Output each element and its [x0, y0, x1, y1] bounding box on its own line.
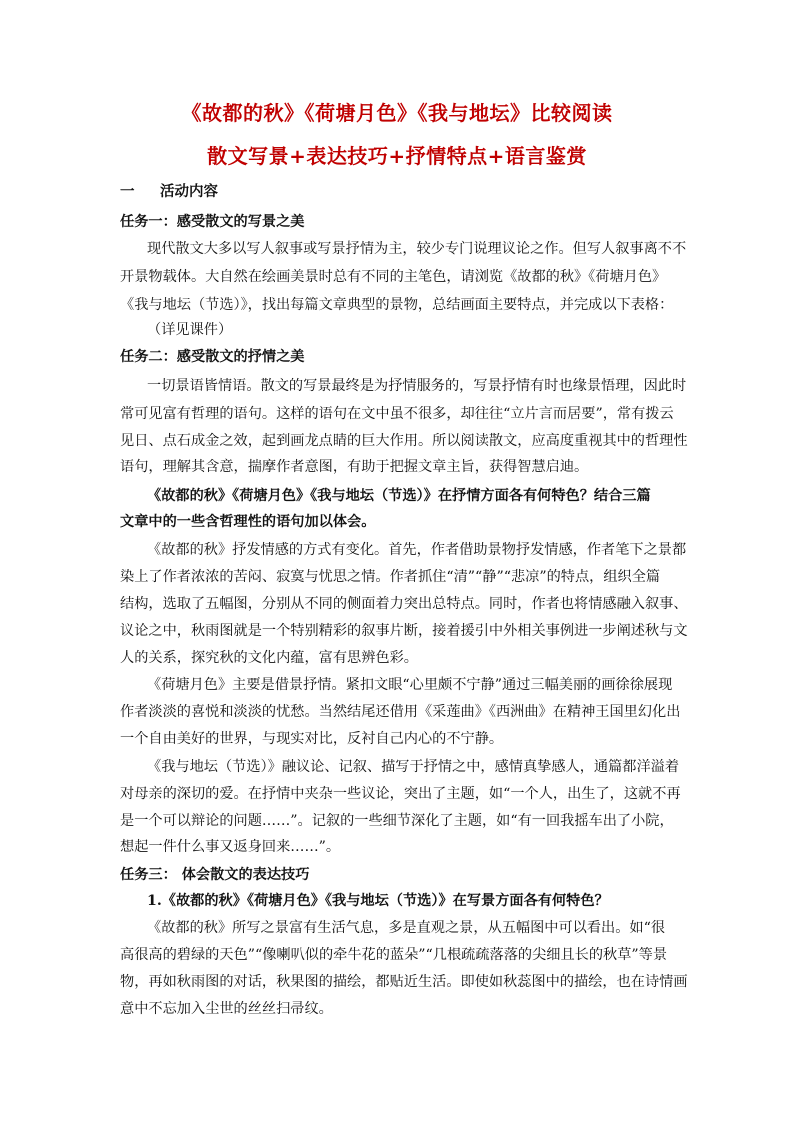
gudu-paragraph-line: 议论之中，秋雨图就是一个特别精彩的叙事片断，接着援引中外相关事例进一步阐述秋与文 — [120, 623, 688, 639]
task2-heading: 任务二：感受散文的抒情之美 — [120, 349, 305, 365]
task2-line: 常可见富有哲理的语句。这样的语句在文中虽不很多，却往往“立片言而居要”，常有拨云 — [120, 406, 674, 422]
task1-line: 《我与地坛（节选）》，找出每篇文章典型的景物，总结画面主要特点，并完成以下表格： — [120, 297, 674, 313]
task3-line: 高很高的碧绿的天色”“像喇叭似的牵牛花的蓝朵”“几根疏疏落落的尖细且长的秋草”等景 — [120, 947, 668, 963]
hetang-paragraph-line: 《荷塘月色》主要是借景抒情。紧扣文眼“心里颇不宁静”通过三幅美丽的画徐徐展现 — [147, 677, 673, 693]
sub-title: 散文写景+表达技巧+抒情特点+语言鉴赏 — [207, 144, 587, 168]
task1-line: 开景物载体。大自然在绘画美景时总有不同的主笔色，请浏览《故都的秋》《荷塘月色》 — [120, 269, 667, 285]
task2-line: 一切景语皆情语。散文的写景最终是为抒情服务的，写景抒情有时也缘景悟理，因此时 — [147, 378, 687, 394]
task2-line: 见日、点石成金之效，起到画龙点睛的巨大作用。所以阅读散文，应高度重视其中的哲理性 — [120, 433, 688, 449]
task3-question: 1.《故都的秋》《荷塘月色》《我与地坛（节选）》在写景方面各有何特色？ — [147, 893, 609, 909]
task1-line: （详见课件） — [147, 322, 233, 338]
gudu-paragraph-line: 染上了作者浓浓的苦闷、寂寞与忧思之情。作者抓住“清”“静”“悲凉”的特点，组织全篇 — [120, 569, 661, 585]
section-number: 一 — [120, 183, 135, 200]
task3-line: 《故都的秋》所写之景富有生活气息，多是直观之景，从五幅图中可以看出。如“很 — [147, 920, 666, 936]
ditan-paragraph-line: 对母亲的深切的爱。在抒情中夹杂一些议论，突出了主题，如“一个人，出生了，这就不再 — [120, 786, 681, 802]
task1-line: 现代散文大多以写人叙事或写景抒情为主，较少专门说理议论之作。但写人叙事离不不 — [147, 241, 687, 257]
main-title: 《故都的秋》《荷塘月色》《我与地坛》比较阅读 — [181, 101, 613, 125]
task3-line: 物，再如秋雨图的对话，秋果图的描绘，都贴近生活。即使如秋蕊图中的描绘，也在诗情画 — [120, 974, 688, 990]
gudu-paragraph-line: 结构，选取了五幅图，分别从不同的侧面着力突出总特点。同时，作者也将情感融入叙事、 — [120, 596, 688, 612]
ditan-paragraph-line: 想起一件什么事又返身回来……”。 — [120, 839, 341, 855]
gudu-paragraph-line: 人的关系，探究秋的文化内蕴，富有思辨色彩。 — [120, 650, 418, 666]
task2-question-line: 《故都的秋》《荷塘月色》《我与地坛（节选）》在抒情方面各有何特色？结合三篇 — [147, 488, 651, 504]
task3-heading: 任务三： 体会散文的表达技巧 — [120, 867, 310, 883]
task2-line: 语句，理解其含意，揣摩作者意图，有助于把握文章主旨，获得智慧启迪。 — [120, 459, 589, 475]
task3-line: 意中不忘加入尘世的丝丝扫帚纹。 — [120, 1001, 333, 1017]
task1-heading: 任务一：感受散文的写景之美 — [120, 214, 305, 230]
section-title: 活动内容 — [160, 183, 218, 200]
ditan-paragraph-line: 《我与地坛（节选）》融议论、记叙、描写于抒情之中，感情真挚感人，通篇都洋溢着 — [147, 759, 680, 775]
task2-question-line: 文章中的一些含哲理性的语句加以体会。 — [120, 514, 376, 530]
gudu-paragraph-line: 《故都的秋》抒发情感的方式有变化。首先，作者借助景物抒发情感，作者笔下之景都 — [147, 542, 687, 558]
ditan-paragraph-line: 是一个可以辩论的问题……”。记叙的一些细节深化了主题，如“有一回我摇车出了小院， — [120, 813, 674, 829]
hetang-paragraph-line: 一个自由美好的世界，与现实对比，反衬自己内心的不宁静。 — [120, 731, 504, 747]
hetang-paragraph-line: 作者淡淡的喜悦和淡淡的忧愁。当然结尾还借用《采莲曲》《西洲曲》在精神王国里幻化出 — [120, 704, 681, 720]
